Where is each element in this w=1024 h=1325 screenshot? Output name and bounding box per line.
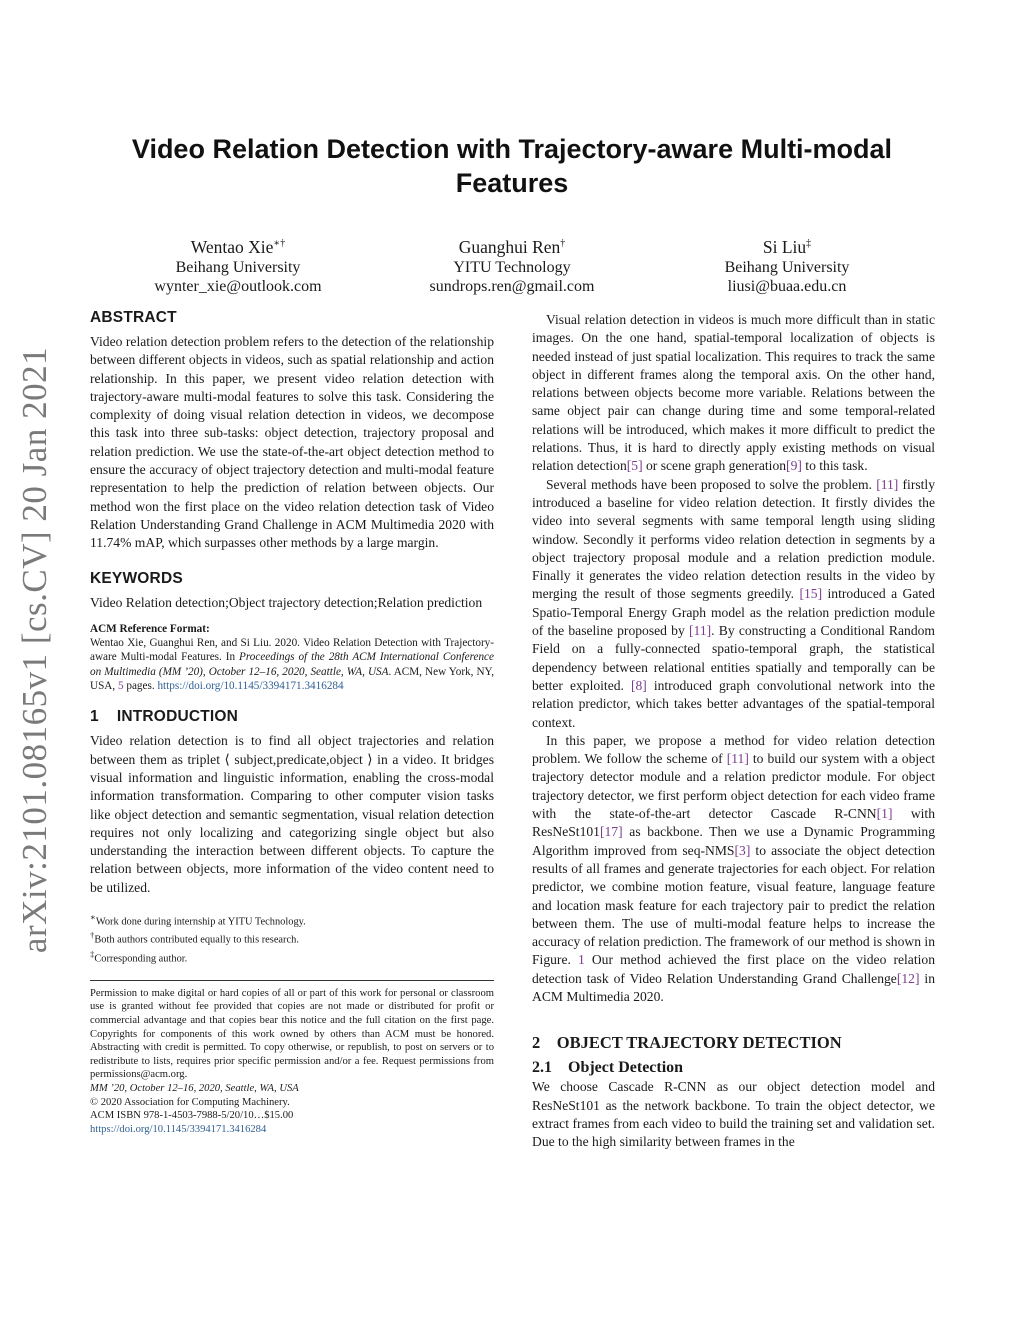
right-column [532, 311, 935, 1151]
author-affiliation: Beihang University [724, 258, 850, 276]
permission-copyright: © 2020 Association for Computing Machinery. [90, 1096, 290, 1108]
author-marks: † [560, 238, 566, 249]
author-affiliation: YITU Technology [453, 258, 571, 276]
text-run: to build our system with a object trajectory detector module and a relation predictor module. For object trajectory detector, we first perform object detection for each video frame with the state-of-the-art detector Cascade R-CNN [532, 751, 935, 822]
citation-link[interactable]: [8] [630, 677, 647, 693]
abstract-heading: ABSTRACT [90, 309, 177, 326]
acm-ref-pages-word: pages. [123, 680, 158, 693]
left-column [90, 308, 494, 1136]
permission-text: Permission to make digital or hard copies of all or part of this work for personal or classroom use is granted without fee provided that copies are not made or distributed for profit or commercial advantage and that copies bear this notice and the full citation on the first page. Copyrights for components of this work owned by others than ACM must be honored. Abstracting with credit is permitted. To copy otherwise, or republish, to post on servers or to redistribute to lists, requires prior specific permission and/or a fee. Request permissions from permissions@acm.org. [90, 987, 494, 1081]
acm-ref-publisher: . ACM, New York, NY, USA, [90, 665, 494, 693]
author-name: Wentao Xie [190, 236, 274, 257]
text-run: as backbone. Then we use a Dynamic Programming Algorithm improved from seq-NMS [532, 824, 935, 858]
citation-link[interactable]: [12] [896, 970, 920, 986]
text-run: . By constructing a Conditional Random Field on a fully-connected spatio-temporal graph, the statistical dependency between relational entities spatially and temporally can be better exploited. [532, 623, 936, 693]
text-run: firstly introduced a baseline for video relation detection. It firstly divides the video into several segments with same temporal length using sliding window. Secondly it performs video relation detection in segments by a object trajectory proposal module and a relation prediction module. Finally it generates the video relation detection results in the video by merging the result of those segments greedily. [532, 476, 935, 602]
text-run: to associate the object detection results of all frames and generate trajectories for each object. For relation predictor, we combine motion feature, visual feature, language feature and location mask feature for each trajectory pair to predict the relation between them. The use of multi-modal feature helps to increase the accuracy of relation prediction. The framework of our method is shown in Figure. [532, 842, 936, 968]
footnote-text: Both authors contributed equally to this research. [94, 934, 299, 946]
text-run: In this paper, we propose a method for video relation detection problem. We follow the scheme of [532, 732, 935, 767]
footnotes [90, 911, 494, 966]
permission-block [90, 987, 494, 1137]
author-email: sundrops.ren@gmail.com [429, 278, 595, 296]
text-run: introduced graph convolutional network into the relation predictor, which takes better advantages of the spatial-temporal context. [532, 677, 935, 730]
acm-reference [90, 622, 494, 693]
text-run: Visual relation detection in videos is much more difficult than in static images. On the one hand, spatial-temporal localization of objects is needed instead of just spatial localization. This requires to track the same object in different frames along the temporal axis. On the other hand, relations between objects become more variable. Relations between the same object pair can change during time and some temporal-related relations will be introduced, which makes it more difficult to predict the relations. Thus, it is hard to directly apply existing methods on visual relation detection [532, 312, 935, 474]
keywords-text: Video Relation detection;Object trajectory detection;Relation prediction [90, 594, 483, 610]
author-block-3 [637, 233, 937, 297]
permission-isbn: ACM ISBN 978-1-4503-7988-5/20/10…$15.00 [90, 1110, 294, 1122]
footnote-text: Work done during internship at YITU Technology. [95, 916, 306, 928]
introduction-text: Video relation detection is to find all object trajectories and relation between them as triplet ⟨ subject,predicate,object ⟩ in a video. It bridges visual information and linguistic information, enabling the cross-modal information transformation. Comparing to other computer vision tasks like object detection and semantic segmentation, visual relation detection requires not only localizing and categorizing single object but also understanding the interaction between different objects. To capture the relation between objects, more information of the video content need to be utilized. [90, 733, 494, 895]
permission-venue: MM ’20, October 12–16, 2020, Seattle, WA, USA [90, 1082, 299, 1094]
citation-link[interactable]: [11] [876, 476, 899, 492]
citation-link[interactable]: [11] [726, 751, 749, 767]
text-run: to this task. [801, 458, 868, 474]
arxiv-sidebar [10, 346, 60, 954]
permission-doi-link[interactable]: https://doi.org/10.1145/3394171.3416284 [90, 1123, 267, 1135]
footnote-mark: † [90, 930, 95, 941]
text-run: in ACM Multimedia 2020. [532, 970, 935, 1004]
title-line-1: Video Relation Detection with Trajectory-aware Multi-modal [131, 134, 893, 164]
footnote-3 [90, 948, 494, 966]
citation-link[interactable]: [3] [734, 842, 751, 858]
footnote-mark: ∗ [90, 912, 96, 923]
text-run: Several methods have been proposed to solve the problem. [546, 476, 877, 492]
acm-reference-heading: ACM Reference Format: [90, 622, 210, 635]
acm-ref-authors: Wentao Xie, Guanghui Ren, and Si Liu. 2020. Video Relation Detection with Trajectory-aware Multi-modal Features. In [90, 637, 494, 664]
citation-link[interactable]: [11] [689, 623, 712, 639]
figure-link[interactable]: 1 [577, 952, 585, 968]
text-run: with ResNeSt101 [532, 806, 935, 840]
author-email: liusi@buaa.edu.cn [727, 278, 847, 296]
footnote-1 [90, 911, 494, 929]
keywords-heading: KEYWORDS [90, 569, 183, 587]
right-paragraph-1 [532, 311, 935, 476]
introduction-heading: 1 INTRODUCTION [90, 708, 239, 726]
acm-ref-venue: Proceedings of the 28th ACM International Conference on Multimedia (MM ’20), October 12–16, 2020, Seattle, WA, USA [90, 651, 494, 678]
author-marks: ‡ [806, 238, 812, 249]
author-email: wynter_xie@outlook.com [154, 278, 322, 296]
title-line-2: Features [455, 168, 569, 198]
citation-link[interactable]: [1] [876, 806, 893, 822]
footnote-2 [90, 929, 494, 947]
author-name: Guanghui Ren [458, 236, 561, 257]
abstract-text: Video relation detection problem refers to the detection of the relationship between different objects in videos, such as spatial relationship and action relationship. In this paper, we present video relation detection with trajectory-aware multi-modal features to solve this task. Considering the complexity of doing visual relation detection in videos, we decompose this task into three sub-tasks: object detection, trajectory proposal and relation prediction. We use the state-of-the-art object detection method to ensure the accuracy of object trajectory detection and multi-modal feature representation to help the prediction of relation between objects. Our method won the first place on the video relation detection task of Video Relation Understanding Grand Challenge in ACM Multimedia 2020 with 11.74% mAP, which surpasses other methods by a large margin. [90, 334, 494, 551]
right-paragraph-2 [532, 476, 935, 732]
acm-ref-doi-link[interactable]: https://doi.org/10.1145/3394171.3416284 [157, 680, 344, 693]
right-paragraph-3 [532, 732, 935, 1006]
section-2-1-heading: 2.1 Object Detection [532, 1059, 684, 1077]
author-block-2 [362, 233, 662, 297]
author-name: Si Liu [762, 236, 807, 257]
text-run: introduced a Gated Spatio-Temporal Energy Graph model as the relation prediction module of the baseline proposed by [532, 586, 935, 639]
section-2-heading: 2 OBJECT TRAJECTORY DETECTION [532, 1033, 842, 1053]
footnote-text: Corresponding author. [94, 953, 188, 965]
citation-link[interactable]: [5] [626, 458, 643, 474]
author-affiliation: Beihang University [175, 258, 301, 276]
paper-title [60, 132, 964, 200]
acm-ref-pages-number: 5 [117, 680, 124, 693]
text-run: Our method achieved the first place on the video relation detection task of Video Relation Understanding Grand Challenge [532, 952, 935, 986]
citation-link[interactable]: [17] [599, 824, 623, 840]
citation-link[interactable]: [15] [799, 586, 823, 602]
citation-link[interactable]: [9] [786, 458, 802, 474]
author-block-1 [88, 233, 388, 297]
text-run: or scene graph generation [642, 458, 787, 474]
permission-divider [90, 980, 494, 981]
footnote-mark: ‡ [90, 948, 95, 959]
author-marks: ∗† [273, 238, 286, 249]
section-2-1-text: We choose Cascade R-CNN as our object detection model and ResNeSt101 as the network backbone. To train the object detector, we extract frames from each video to build the training set and validation set. Due to the high similarity between frames in the [532, 1079, 935, 1150]
arxiv-identifier: arXiv:2101.08165v1 [cs.CV] 20 Jan 2021 [15, 346, 54, 954]
